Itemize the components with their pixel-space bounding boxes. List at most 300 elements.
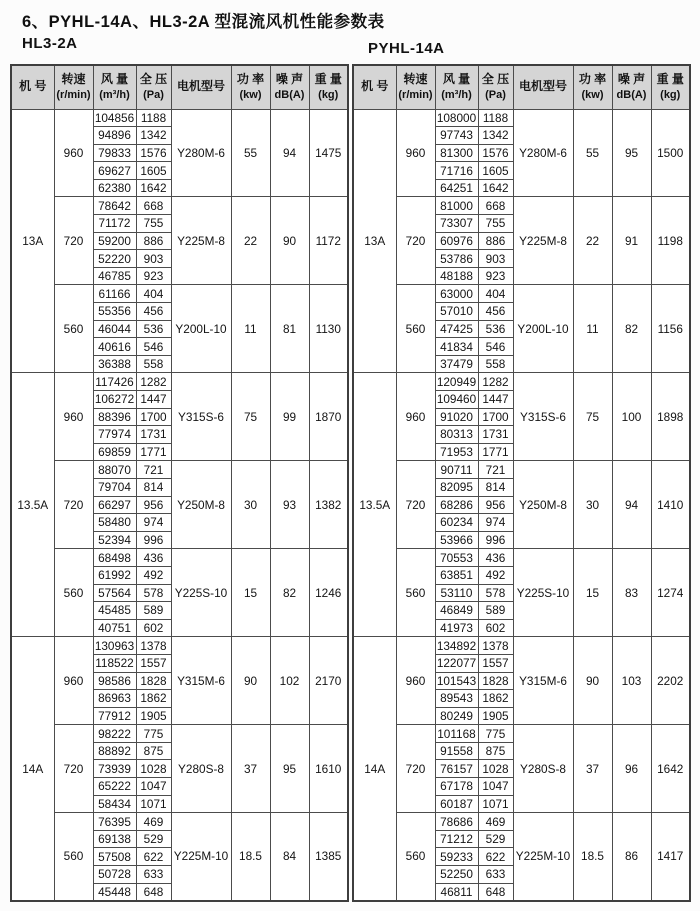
speed-cell: 960 — [396, 109, 435, 197]
header-cell-power — [231, 65, 270, 109]
header-unit: (m³/h) — [441, 88, 472, 101]
flow-cell: 57508 — [93, 848, 136, 866]
flow-cell: 76395 — [93, 813, 136, 831]
pressure-cell: 923 — [136, 267, 171, 285]
header-unit: (r/min) — [56, 88, 91, 101]
speed-cell: 560 — [54, 549, 93, 637]
motor-cell: Y315M-6 — [171, 637, 231, 725]
flow-cell: 69627 — [93, 162, 136, 180]
flow-cell: 45485 — [93, 602, 136, 620]
pressure-cell: 1071 — [136, 795, 171, 813]
pressure-cell: 602 — [478, 619, 513, 637]
flow-cell: 117426 — [93, 373, 136, 391]
flow-cell: 80249 — [435, 707, 478, 725]
noise-cell: 81 — [270, 285, 309, 373]
pressure-cell: 648 — [478, 883, 513, 901]
flow-cell: 46811 — [435, 883, 478, 901]
power-cell: 75 — [573, 373, 612, 461]
power-cell: 15 — [231, 549, 270, 637]
flow-cell: 46785 — [93, 267, 136, 285]
noise-cell: 103 — [612, 637, 651, 725]
power-cell: 18.5 — [231, 813, 270, 901]
flow-cell: 98222 — [93, 725, 136, 743]
flow-cell: 68498 — [93, 549, 136, 567]
pressure-cell: 775 — [136, 725, 171, 743]
weight-cell: 1156 — [651, 285, 690, 373]
power-cell: 37 — [231, 725, 270, 813]
pressure-cell: 1047 — [136, 778, 171, 796]
flow-cell: 63000 — [435, 285, 478, 303]
power-cell: 90 — [231, 637, 270, 725]
pressure-cell: 1557 — [136, 654, 171, 672]
flow-cell: 88396 — [93, 408, 136, 426]
flow-cell: 40751 — [93, 619, 136, 637]
pressure-cell: 546 — [136, 338, 171, 356]
flow-cell: 78642 — [93, 197, 136, 215]
weight-cell: 1385 — [309, 813, 348, 901]
performance-table — [352, 64, 691, 902]
speed-cell: 560 — [54, 813, 93, 901]
speed-cell: 720 — [54, 725, 93, 813]
speed-cell: 720 — [54, 461, 93, 549]
noise-cell: 95 — [612, 109, 651, 197]
flow-cell: 122077 — [436, 656, 477, 671]
motor-cell: Y280M-6 — [513, 109, 573, 197]
pressure-cell: 1905 — [478, 707, 513, 725]
motor-cell: Y280S-8 — [171, 725, 231, 813]
flow-cell: 109460 — [436, 392, 477, 407]
speed-cell: 560 — [396, 813, 435, 901]
pressure-cell: 755 — [478, 215, 513, 233]
flow-cell: 67178 — [435, 778, 478, 796]
pressure-cell: 558 — [136, 355, 171, 373]
performance-table-hl3-2a — [10, 64, 349, 902]
power-cell: 22 — [573, 197, 612, 285]
weight-cell: 1172 — [309, 197, 348, 285]
flow-cell: 60234 — [435, 514, 478, 532]
header-unit: dB(A) — [274, 88, 305, 101]
flow-cell: 40616 — [93, 338, 136, 356]
pressure-cell: 1378 — [478, 637, 513, 655]
pressure-cell: 558 — [478, 355, 513, 373]
flow-cell: 77912 — [93, 707, 136, 725]
pressure-cell: 578 — [136, 584, 171, 602]
power-cell: 37 — [573, 725, 612, 813]
header-label: 全 压 — [481, 72, 510, 87]
header-cell-speed — [396, 65, 435, 109]
flow-cell: 80313 — [435, 426, 478, 444]
flow-cell: 53786 — [435, 250, 478, 268]
machine-cell: 13.5A — [353, 373, 396, 637]
flow-cell: 82095 — [435, 478, 478, 496]
motor-cell: Y280M-6 — [171, 109, 231, 197]
motor-cell: Y225M-8 — [513, 197, 573, 285]
pressure-cell: 1605 — [478, 162, 513, 180]
noise-cell: 82 — [612, 285, 651, 373]
pressure-cell: 1731 — [478, 426, 513, 444]
pressure-cell: 622 — [136, 848, 171, 866]
noise-cell: 100 — [612, 373, 651, 461]
header-cell-motor — [513, 65, 573, 109]
performance-table-pyhl-14a — [352, 64, 691, 902]
pressure-cell: 578 — [478, 584, 513, 602]
power-cell: 11 — [231, 285, 270, 373]
flow-cell: 62380 — [93, 179, 136, 197]
flow-cell: 37479 — [435, 355, 478, 373]
pressure-cell: 1700 — [136, 408, 171, 426]
pressure-cell: 633 — [478, 866, 513, 884]
flow-cell: 65222 — [93, 778, 136, 796]
pressure-cell: 1771 — [136, 443, 171, 461]
motor-cell: Y225S-10 — [513, 549, 573, 637]
pressure-cell: 546 — [478, 338, 513, 356]
flow-cell: 57010 — [435, 303, 478, 321]
pressure-cell: 775 — [478, 725, 513, 743]
pressure-cell: 436 — [136, 549, 171, 567]
pressure-cell: 1828 — [136, 672, 171, 690]
power-cell: 90 — [573, 637, 612, 725]
header-unit: (kg) — [660, 88, 681, 101]
pressure-cell: 1047 — [478, 778, 513, 796]
flow-cell: 101168 — [435, 725, 478, 743]
flow-cell: 63851 — [435, 566, 478, 584]
noise-cell: 93 — [270, 461, 309, 549]
pressure-cell: 886 — [136, 232, 171, 250]
pressure-cell: 814 — [478, 478, 513, 496]
power-cell: 55 — [573, 109, 612, 197]
speed-cell: 960 — [396, 373, 435, 461]
machine-cell: 14A — [353, 637, 396, 901]
pressure-cell: 1447 — [136, 391, 171, 409]
weight-cell: 1417 — [651, 813, 690, 901]
motor-cell: Y225M-10 — [171, 813, 231, 901]
noise-cell: 94 — [270, 109, 309, 197]
pressure-cell: 404 — [136, 285, 171, 303]
speed-cell: 720 — [396, 197, 435, 285]
noise-cell: 91 — [612, 197, 651, 285]
header-unit: (kw) — [581, 88, 604, 101]
header-label: 功 率 — [236, 72, 265, 87]
flow-cell: 60976 — [435, 232, 478, 250]
machine-cell: 13A — [353, 109, 396, 373]
header-label: 重 量 — [314, 72, 342, 87]
noise-cell: 102 — [270, 637, 309, 725]
flow-cell: 52250 — [435, 866, 478, 884]
pressure-cell: 529 — [478, 830, 513, 848]
speed-cell: 960 — [54, 637, 93, 725]
flow-cell: 61992 — [93, 566, 136, 584]
header-cell-power — [573, 65, 612, 109]
flow-cell: 55356 — [93, 303, 136, 321]
motor-cell: Y250M-8 — [171, 461, 231, 549]
pressure-cell: 996 — [136, 531, 171, 549]
header-cell-pressure — [478, 65, 513, 109]
flow-cell: 60187 — [435, 795, 478, 813]
header-label: 电机型号 — [518, 79, 567, 94]
speed-cell: 720 — [396, 461, 435, 549]
header-unit: dB(A) — [616, 88, 647, 101]
weight-cell: 1870 — [309, 373, 348, 461]
pressure-cell: 536 — [136, 320, 171, 338]
header-cell-weight — [309, 65, 348, 109]
noise-cell: 96 — [612, 725, 651, 813]
flow-cell: 70553 — [435, 549, 478, 567]
flow-cell: 69138 — [93, 830, 136, 848]
header-label: 功 率 — [578, 72, 607, 87]
table-subtitle-hl3-2a: HL3-2A — [22, 35, 78, 52]
power-cell: 22 — [231, 197, 270, 285]
flow-cell: 59233 — [435, 848, 478, 866]
flow-cell: 98586 — [93, 672, 136, 690]
weight-cell: 1642 — [651, 725, 690, 813]
pressure-cell: 974 — [136, 514, 171, 532]
header-cell-pressure — [136, 65, 171, 109]
flow-cell: 78686 — [435, 813, 478, 831]
pressure-cell: 668 — [478, 197, 513, 215]
pressure-cell: 974 — [478, 514, 513, 532]
flow-cell: 58434 — [93, 795, 136, 813]
noise-cell: 86 — [612, 813, 651, 901]
flow-cell: 73939 — [93, 760, 136, 778]
pressure-cell: 1447 — [478, 391, 513, 409]
pressure-cell: 886 — [478, 232, 513, 250]
pressure-cell: 1342 — [136, 127, 171, 145]
weight-cell: 1410 — [651, 461, 690, 549]
flow-cell: 130963 — [94, 638, 135, 653]
speed-cell: 560 — [54, 285, 93, 373]
flow-cell: 108000 — [436, 110, 477, 125]
flow-cell: 101543 — [436, 673, 477, 688]
weight-cell: 1246 — [309, 549, 348, 637]
flow-cell: 59200 — [93, 232, 136, 250]
header-unit: (Pa) — [485, 88, 506, 101]
pressure-cell: 469 — [478, 813, 513, 831]
flow-cell: 88070 — [93, 461, 136, 479]
flow-cell: 81000 — [435, 197, 478, 215]
flow-cell: 36388 — [93, 355, 136, 373]
pressure-cell: 1557 — [478, 654, 513, 672]
performance-table — [10, 64, 349, 902]
speed-cell: 960 — [396, 637, 435, 725]
pressure-cell: 755 — [136, 215, 171, 233]
pressure-cell: 1828 — [478, 672, 513, 690]
weight-cell: 1898 — [651, 373, 690, 461]
flow-cell: 57564 — [93, 584, 136, 602]
pressure-cell: 1862 — [478, 690, 513, 708]
pressure-cell: 529 — [136, 830, 171, 848]
motor-cell: Y315S-6 — [513, 373, 573, 461]
header-label: 电机型号 — [176, 79, 225, 94]
header-unit: (r/min) — [398, 88, 433, 101]
header-cell-weight — [651, 65, 690, 109]
header-unit: (kg) — [318, 88, 339, 101]
header-label: 转速 — [61, 72, 86, 87]
power-cell: 55 — [231, 109, 270, 197]
flow-cell: 76157 — [435, 760, 478, 778]
header-cell-machine — [353, 65, 396, 109]
pressure-cell: 436 — [478, 549, 513, 567]
speed-cell: 560 — [396, 285, 435, 373]
flow-cell: 134892 — [436, 638, 477, 653]
pressure-cell: 404 — [478, 285, 513, 303]
header-label: 噪 声 — [617, 72, 646, 87]
flow-cell: 41973 — [435, 619, 478, 637]
flow-cell: 104856 — [94, 110, 135, 125]
weight-cell: 1382 — [309, 461, 348, 549]
flow-cell: 66297 — [93, 496, 136, 514]
pressure-cell: 1862 — [136, 690, 171, 708]
pressure-cell: 1282 — [136, 373, 171, 391]
pressure-cell: 996 — [478, 531, 513, 549]
pressure-cell: 875 — [136, 742, 171, 760]
flow-cell: 68286 — [435, 496, 478, 514]
noise-cell: 95 — [270, 725, 309, 813]
flow-cell: 77974 — [93, 426, 136, 444]
pressure-cell: 536 — [478, 320, 513, 338]
header-unit: (Pa) — [143, 88, 164, 101]
pressure-cell: 1642 — [136, 179, 171, 197]
flow-cell: 94896 — [93, 127, 136, 145]
flow-cell: 61166 — [93, 285, 136, 303]
header-label: 重 量 — [656, 72, 684, 87]
flow-cell: 91558 — [435, 742, 478, 760]
pressure-cell: 1605 — [136, 162, 171, 180]
speed-cell: 960 — [54, 109, 93, 197]
pressure-cell: 1282 — [478, 373, 513, 391]
motor-cell: Y225M-10 — [513, 813, 573, 901]
flow-cell: 64251 — [435, 179, 478, 197]
motor-cell: Y200L-10 — [513, 285, 573, 373]
flow-cell: 45448 — [93, 883, 136, 901]
flow-cell: 71716 — [435, 162, 478, 180]
header-label: 机 号 — [19, 79, 47, 94]
flow-cell: 48188 — [435, 267, 478, 285]
flow-cell: 53110 — [435, 584, 478, 602]
pressure-cell: 1188 — [136, 109, 171, 127]
motor-cell: Y225M-8 — [171, 197, 231, 285]
header-cell-flow — [435, 65, 478, 109]
flow-cell: 46044 — [93, 320, 136, 338]
pressure-cell: 1028 — [136, 760, 171, 778]
flow-cell: 50728 — [93, 866, 136, 884]
noise-cell: 99 — [270, 373, 309, 461]
pressure-cell: 602 — [136, 619, 171, 637]
flow-cell: 73307 — [435, 215, 478, 233]
flow-cell: 69859 — [93, 443, 136, 461]
pressure-cell: 956 — [478, 496, 513, 514]
header-label: 机 号 — [361, 79, 389, 94]
pressure-cell: 589 — [478, 602, 513, 620]
flow-cell: 88892 — [93, 742, 136, 760]
pressure-cell: 456 — [478, 303, 513, 321]
motor-cell: Y225S-10 — [171, 549, 231, 637]
weight-cell: 1475 — [309, 109, 348, 197]
pressure-cell: 875 — [478, 742, 513, 760]
motor-cell: Y315S-6 — [171, 373, 231, 461]
header-label: 风 量 — [100, 72, 129, 87]
flow-cell: 52220 — [93, 250, 136, 268]
pressure-cell: 622 — [478, 848, 513, 866]
header-label: 转速 — [403, 72, 428, 87]
flow-cell: 120949 — [436, 374, 477, 389]
speed-cell: 720 — [54, 197, 93, 285]
pressure-cell: 814 — [136, 478, 171, 496]
flow-cell: 41834 — [435, 338, 478, 356]
pressure-cell: 1071 — [478, 795, 513, 813]
flow-cell: 91020 — [435, 408, 478, 426]
pressure-cell: 1700 — [478, 408, 513, 426]
speed-cell: 560 — [396, 549, 435, 637]
pressure-cell: 492 — [136, 566, 171, 584]
weight-cell: 1130 — [309, 285, 348, 373]
flow-cell: 52394 — [93, 531, 136, 549]
flow-cell: 81300 — [435, 144, 478, 162]
flow-cell: 86963 — [93, 690, 136, 708]
motor-cell: Y280S-8 — [513, 725, 573, 813]
weight-cell: 1274 — [651, 549, 690, 637]
pressure-cell: 1642 — [478, 179, 513, 197]
pressure-cell: 633 — [136, 866, 171, 884]
machine-cell: 13.5A — [11, 373, 54, 637]
pressure-cell: 1576 — [478, 144, 513, 162]
header-label: 风 量 — [442, 72, 471, 87]
flow-cell: 71953 — [435, 443, 478, 461]
header-cell-noise — [270, 65, 309, 109]
weight-cell: 2170 — [309, 637, 348, 725]
power-cell: 11 — [573, 285, 612, 373]
header-unit: (m³/h) — [99, 88, 130, 101]
machine-cell: 13A — [11, 109, 54, 373]
flow-cell: 53966 — [435, 531, 478, 549]
pressure-cell: 1342 — [478, 127, 513, 145]
power-cell: 75 — [231, 373, 270, 461]
header-unit: (kw) — [239, 88, 262, 101]
pressure-cell: 456 — [136, 303, 171, 321]
pressure-cell: 668 — [136, 197, 171, 215]
header-cell-noise — [612, 65, 651, 109]
flow-cell: 71212 — [435, 830, 478, 848]
pressure-cell: 1731 — [136, 426, 171, 444]
flow-cell: 106272 — [94, 392, 135, 407]
speed-cell: 720 — [396, 725, 435, 813]
flow-cell: 58480 — [93, 514, 136, 532]
power-cell: 15 — [573, 549, 612, 637]
header-cell-motor — [171, 65, 231, 109]
weight-cell: 2202 — [651, 637, 690, 725]
pressure-cell: 492 — [478, 566, 513, 584]
header-cell-speed — [54, 65, 93, 109]
power-cell: 30 — [573, 461, 612, 549]
pressure-cell: 1771 — [478, 443, 513, 461]
page-title: 6、PYHL-14A、HL3-2A 型混流风机性能参数表 — [22, 13, 385, 31]
weight-cell: 1198 — [651, 197, 690, 285]
flow-cell: 97743 — [435, 127, 478, 145]
header-cell-flow — [93, 65, 136, 109]
pressure-cell: 1028 — [478, 760, 513, 778]
pressure-cell: 1378 — [136, 637, 171, 655]
flow-cell: 79704 — [93, 478, 136, 496]
power-cell: 18.5 — [573, 813, 612, 901]
pressure-cell: 903 — [478, 250, 513, 268]
flow-cell: 90711 — [435, 461, 478, 479]
header-label: 噪 声 — [275, 72, 304, 87]
noise-cell: 94 — [612, 461, 651, 549]
pressure-cell: 1188 — [478, 109, 513, 127]
flow-cell: 46849 — [435, 602, 478, 620]
pressure-cell: 1576 — [136, 144, 171, 162]
pressure-cell: 469 — [136, 813, 171, 831]
pressure-cell: 648 — [136, 883, 171, 901]
